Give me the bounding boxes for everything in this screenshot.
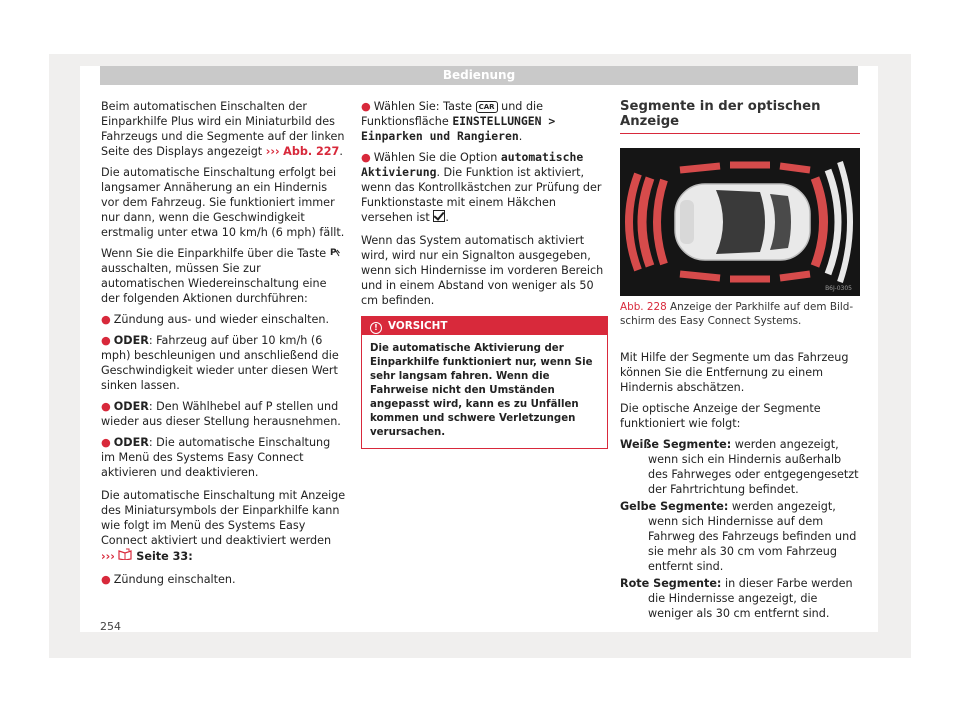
caution-box [361, 316, 608, 449]
list-item: ● Wählen Sie die Option automatische Aktivierung. Die Funktion ist aktiviert, wenn das Kontrollkästchen zur Prüfung der Funktionstaste mit einem Häkchen versehen ist . [361, 150, 602, 224]
cross-ref-arrow: ››› [265, 145, 280, 158]
cross-ref-arrow: ››› [101, 550, 115, 563]
svg-text:P: P [329, 248, 337, 257]
paragraph-deactivation: Wenn Sie die Einparkhilfe über die Taste P ausschalten, müssen Sie zur automatischen Wiedereinschaltung eine der folgenden Aktionen durchführen: [101, 246, 347, 306]
list-item: ● Zündung einschalten. [101, 573, 236, 586]
list-item: ● ODER: Fahrzeug auf über 10 km/h (6 mph) beschleunigen und anschließend die Geschwindigkeit wieder unter diesen Wert sinken lassen. [101, 334, 339, 392]
column-right [620, 99, 860, 623]
page-link[interactable]: Seite 33 [132, 550, 189, 563]
column-left [101, 99, 347, 593]
figure-link[interactable]: Abb. 227 [283, 145, 340, 158]
caution-header: ! VORSICHT [362, 317, 607, 335]
paragraph-signal: Wenn das System automatisch aktiviert wird, wird nur ein Signalton ausgegeben, wenn sich Hindernisse im vorderen Bereich und in einem Abstand von weniger als 50 cm befinden. [361, 234, 604, 307]
option-name: automatische Aktivierung [361, 150, 584, 179]
figure-code: B6J-0305 [825, 285, 852, 292]
figure-label: Abb. 228 [620, 301, 667, 313]
paragraph-display: Die optische Anzeige der Segmente funktioniert wie folgt: [620, 402, 821, 430]
info-circle-icon: ! [370, 322, 382, 334]
section-title: Segmente in der optischen Anzeige [620, 99, 860, 134]
bullet-list [101, 312, 347, 480]
list-item: ● Zündung aus- und wieder einschalten. [101, 313, 330, 326]
checkbox-checked-icon [433, 210, 445, 222]
paragraph-segments: Mit Hilfe der Segmente um das Fahrzeug können Sie die Entfernung zu einem Hindernis abschätzen. [620, 351, 849, 394]
section-header: Bedienung [100, 66, 858, 85]
definition-item: Gelbe Segmente: werden angezeigt, wenn sich Hindernisse auf dem Fahrweg des Fahrzeugs befinden und sie mehr als 30 cm vom Fahrzeug entfernt sind. [620, 500, 857, 573]
paragraph-intro: Beim automatischen Einschalten der Einparkhilfe Plus wird ein Miniaturbild des Fahrzeugs und die Segmente auf der linken Seite des Displays angezeigt ››› Abb. 227. [101, 100, 345, 158]
figure-caption: Abb. 228 Anzeige der Parkhilfe auf dem Bildschirm des Easy Connect Systems. [620, 301, 854, 327]
page-number: 254 [100, 620, 121, 633]
park-assist-icon [330, 247, 340, 260]
menu-path: EINSTELLUNGEN > Einparken und Rangieren [361, 114, 556, 143]
parking-display-figure [620, 148, 860, 296]
list-item: ● ODER: Die automatische Einschaltung im Menü des Systems Easy Connect aktivieren und deaktivieren. [101, 436, 331, 479]
caution-text: Die automatische Aktivierung der Einparkhilfe funktioniert nur, wenn Sie sehr langsam fahren. Wenn die Fahrweise nicht den Umständen angepasst wird, kann es zu Unfällen kommen und schwere Verletzungen verursachen. [370, 343, 593, 438]
car-button-icon: CAR [476, 101, 498, 113]
paragraph-activation: Die automatische Einschaltung erfolgt bei langsamer Annäherung an ein Hindernis vor dem Fahrzeug. Sie funktioniert immer nur dann, wenn die Geschwindigkeit erstmalig unter etwa 10 km/h (6 mph) fällt. [101, 166, 345, 239]
paragraph-menu: Die automatische Einschaltung mit Anzeige des Miniatursymbols der Einparkhilfe kann wie folgt im Menü des Systems Easy Connect aktiviert und deaktiviert werden ››› Seite 33: [101, 489, 346, 563]
list-item: ● Wählen Sie: Taste CAR und die Funktionsfläche EINSTELLUNGEN > Einparken und Rangieren. [361, 100, 556, 143]
book-icon [118, 550, 132, 563]
list-item: ● ODER: Den Wählhebel auf P stellen und wieder aus dieser Stellung herausnehmen. [101, 400, 341, 428]
segment-definitions [620, 437, 860, 621]
column-middle [361, 99, 608, 449]
parking-segments-illustration [620, 148, 860, 296]
definition-item: Rote Segmente: in dieser Farbe werden die Hindernisse angezeigt, die weniger als 30 cm entfernt sind. [620, 577, 853, 620]
definition-item: Weiße Segmente: werden angezeigt, wenn sich ein Hindernis außerhalb des Fahrweges oder entgegengesetzt der Fahrtrichtung befindet. [620, 438, 859, 496]
